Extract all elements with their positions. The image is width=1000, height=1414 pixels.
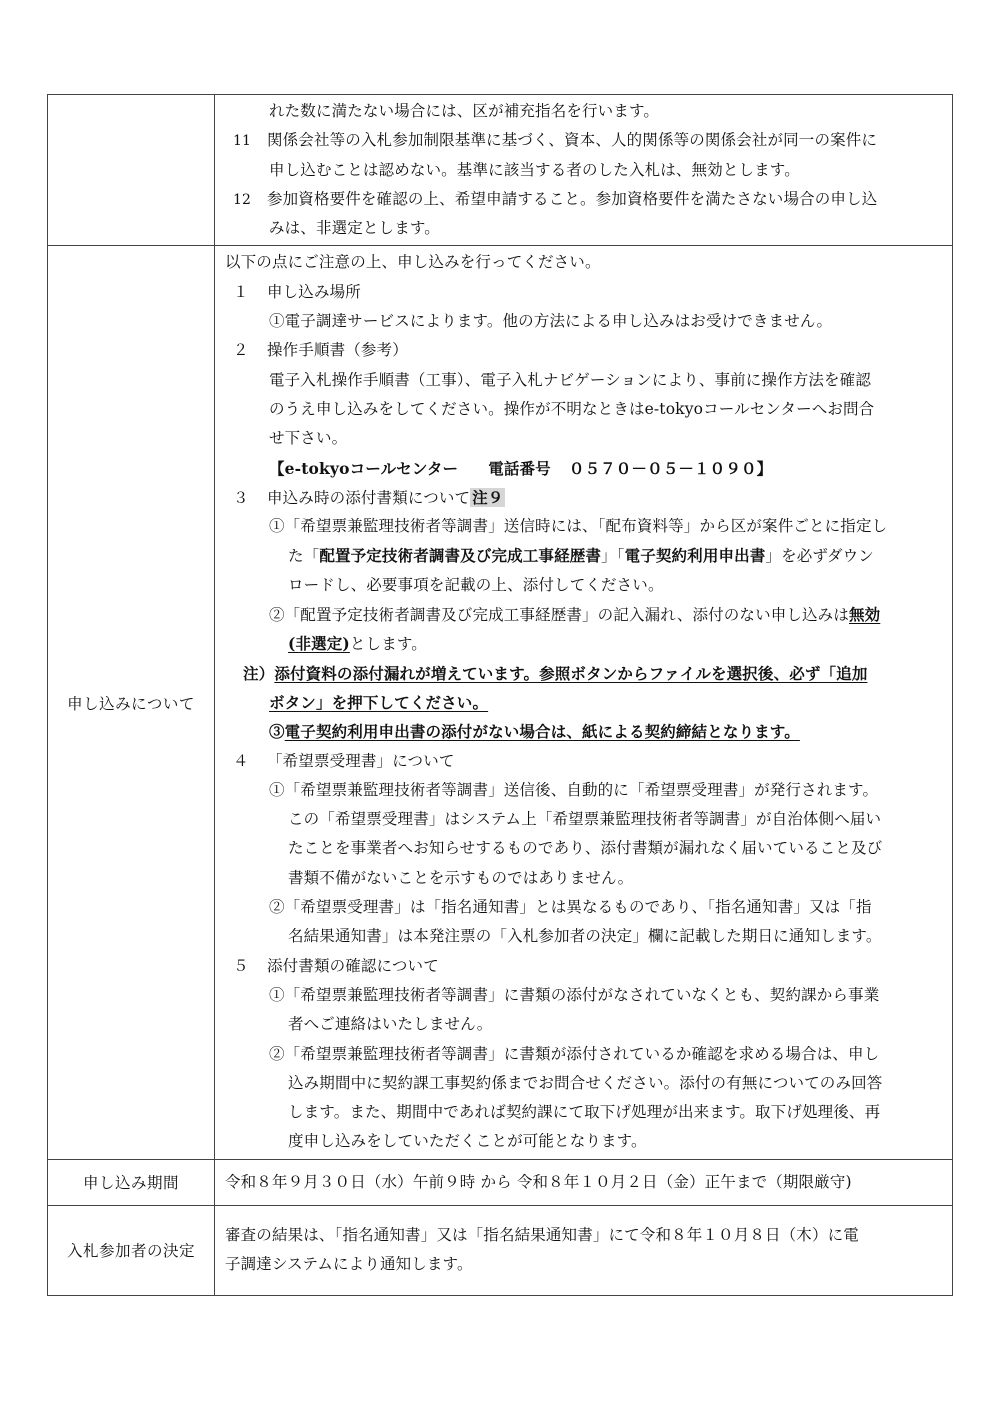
table-row-period bbox=[48, 1159, 953, 1205]
text-span: ②「配置予定技術者調書及び完成工事経歴書」の記入漏れ、添付のない申し込みは bbox=[269, 606, 849, 625]
text-line: 子調達システムにより通知します。 bbox=[225, 1255, 473, 1274]
text-line: ②「希望票受理書」は「指名通知書」とは異なるものであり、「指名通知書」又は「指 bbox=[269, 898, 872, 917]
text-line: この「希望票受理書」はシステム上「希望票兼監理技術者等調書」が自治体側へ届い bbox=[288, 810, 882, 829]
text-line: ロードし、必要事項を記載の上、添付してください。 bbox=[288, 575, 664, 594]
text-line: 審査の結果は、「指名通知書」又は「指名結果通知書」にて令和８年１０月８日（木）に電 bbox=[225, 1225, 859, 1244]
document-name-bold: 配置予定技術者調書及び完成工事経歴書 bbox=[319, 546, 602, 566]
warning-text: ボタン」を押下してください。 bbox=[269, 692, 489, 712]
text-line: 度申し込みをしていただくことが可能となります。 bbox=[288, 1132, 647, 1151]
text-line: ①「希望票兼監理技術者等調書」送信後、自動的に「希望票受理書」が発行されます。 bbox=[269, 780, 879, 799]
application-cell bbox=[215, 246, 953, 1159]
text-line: たことを事業者へお知らせするものであり、添付書類が漏れなく届いていること及び bbox=[288, 839, 883, 858]
text-line: 参加資格要件を確認の上、希望申請すること。参加資格要件を満たさない場合の申し込 bbox=[267, 189, 878, 208]
section-title: 申し込み場所 bbox=[267, 282, 361, 301]
invalid-emphasis: 無効 bbox=[848, 605, 881, 625]
section-title: 「希望票受理書」について bbox=[267, 751, 455, 770]
document-name-bold: 電子契約利用申出書 bbox=[624, 546, 766, 566]
phone-number: ０５７０－０５－１０９０】 bbox=[568, 458, 773, 478]
section-title: 申込み時の添付書類について bbox=[267, 488, 471, 507]
text-line: 込み期間中に契約課工事契約係までお問合せください。添付の有無についてのみ回答 bbox=[288, 1073, 883, 1092]
text-line: 書類不備がないことを示すものではありません。 bbox=[288, 868, 634, 887]
text-line: せ下さい。 bbox=[269, 429, 348, 448]
table-row-conditions bbox=[48, 95, 953, 246]
period-text: 令和８年９月３０日（水）午前９時 から 令和８年１０月２日（金）正午まで（期限厳守) bbox=[225, 1172, 852, 1191]
document-table bbox=[47, 94, 953, 1296]
circled-number: ③ bbox=[269, 722, 285, 742]
section-number: ５ bbox=[233, 956, 249, 975]
section-number: ４ bbox=[233, 751, 249, 770]
text-line: のうえ申し込みをしてください。操作が不明なときはe-tokyoコールセンターへお問合 bbox=[269, 399, 875, 418]
text-line: 関係会社等の入札参加制限基準に基づく、資本、人的関係等の関係会社が同一の案件に bbox=[267, 131, 878, 150]
table-row-application bbox=[48, 246, 953, 1159]
text-span: とします。 bbox=[349, 635, 427, 654]
text-line bbox=[225, 629, 944, 658]
text-line: 名結果通知書」は本発注票の「入札参加者の決定」欄に記載した期日に通知します。 bbox=[288, 927, 882, 946]
text-line: ①「希望票兼監理技術者等調書」送信時には、「配布資料等」から区が案件ごとに指定し bbox=[269, 517, 888, 536]
text-span: た「 bbox=[288, 547, 320, 566]
decision-label: 入札参加者の決定 bbox=[48, 1205, 215, 1295]
section-title: 添付書類の確認について bbox=[267, 956, 439, 975]
text-line bbox=[225, 541, 944, 570]
call-center-name: 【e-tokyoコールセンター bbox=[269, 458, 459, 478]
table-row-decision bbox=[48, 1205, 953, 1295]
warning-note bbox=[225, 659, 944, 688]
text-line: 電子入札操作手順書（工事）、電子入札ナビゲーションにより、事前に操作方法を確認 bbox=[269, 370, 871, 389]
section-title: 操作手順書（参考） bbox=[267, 341, 408, 360]
text-line bbox=[225, 600, 944, 629]
section-number: ２ bbox=[233, 341, 249, 360]
section-number: １ bbox=[233, 282, 249, 301]
section-5-heading bbox=[225, 952, 944, 981]
warning-note-cont bbox=[225, 688, 944, 717]
text-line: ①電子調達サービスによります。他の方法による申し込みはお受けできません。 bbox=[269, 312, 833, 331]
note-tag-highlight: 注９ bbox=[472, 487, 504, 507]
text-line: ①「希望票兼監理技術者等調書」に書類の添付がなされていなくとも、契約課から事業 bbox=[269, 985, 880, 1004]
warning-text: 電子契約利用申出書の添付がない場合は、紙による契約締結となります。 bbox=[284, 722, 800, 742]
text-line: れた数に満たない場合には、区が補充指名を行います。 bbox=[269, 102, 660, 120]
text-span: 」「 bbox=[601, 547, 625, 566]
intro-text: 以下の点にご注意の上、申し込みを行ってください。 bbox=[225, 253, 601, 272]
text-line: します。また、期間中であれば契約課にて取下げ処理が出来ます。取下げ処理後、再 bbox=[288, 1103, 881, 1122]
conditions-cell bbox=[215, 95, 953, 246]
text-line: 申し込むことは認めない。基準に該当する者のした入札は、無効とします。 bbox=[269, 160, 800, 179]
empty-label-cell bbox=[48, 95, 215, 246]
text-line: ②「希望票兼監理技術者等調書」に書類が添付されているか確認を求める場合は、申し bbox=[269, 1044, 880, 1063]
period-label: 申し込み期間 bbox=[48, 1159, 215, 1205]
warning-text: 添付資料の添付漏れが増えています。参照ボタンからファイルを選択後、必ず「追加 bbox=[274, 663, 868, 683]
decision-cell bbox=[215, 1205, 953, 1295]
section-1-heading bbox=[225, 278, 944, 307]
numbered-item-12 bbox=[225, 185, 944, 214]
note-label: 注） bbox=[243, 663, 275, 683]
section-2-heading bbox=[225, 336, 944, 365]
numbered-item-11 bbox=[225, 126, 944, 155]
item-number: 12 bbox=[233, 191, 252, 208]
item-number: 11 bbox=[233, 133, 252, 150]
period-cell bbox=[215, 1159, 953, 1205]
text-line: みは、非選定とします。 bbox=[269, 219, 440, 238]
non-selection-emphasis: (非選定) bbox=[288, 634, 350, 654]
call-center-line bbox=[225, 454, 944, 483]
section-4-heading bbox=[225, 747, 944, 776]
section-3-heading bbox=[225, 483, 944, 512]
warning-note-contract bbox=[225, 717, 944, 746]
phone-label: 電話番号 bbox=[488, 458, 551, 478]
text-span: 」を必ずダウン bbox=[765, 547, 874, 566]
text-line: 者へご連絡はいたしません。 bbox=[288, 1015, 493, 1034]
application-label: 申し込みについて bbox=[48, 246, 215, 1159]
section-number: ３ bbox=[233, 488, 249, 507]
